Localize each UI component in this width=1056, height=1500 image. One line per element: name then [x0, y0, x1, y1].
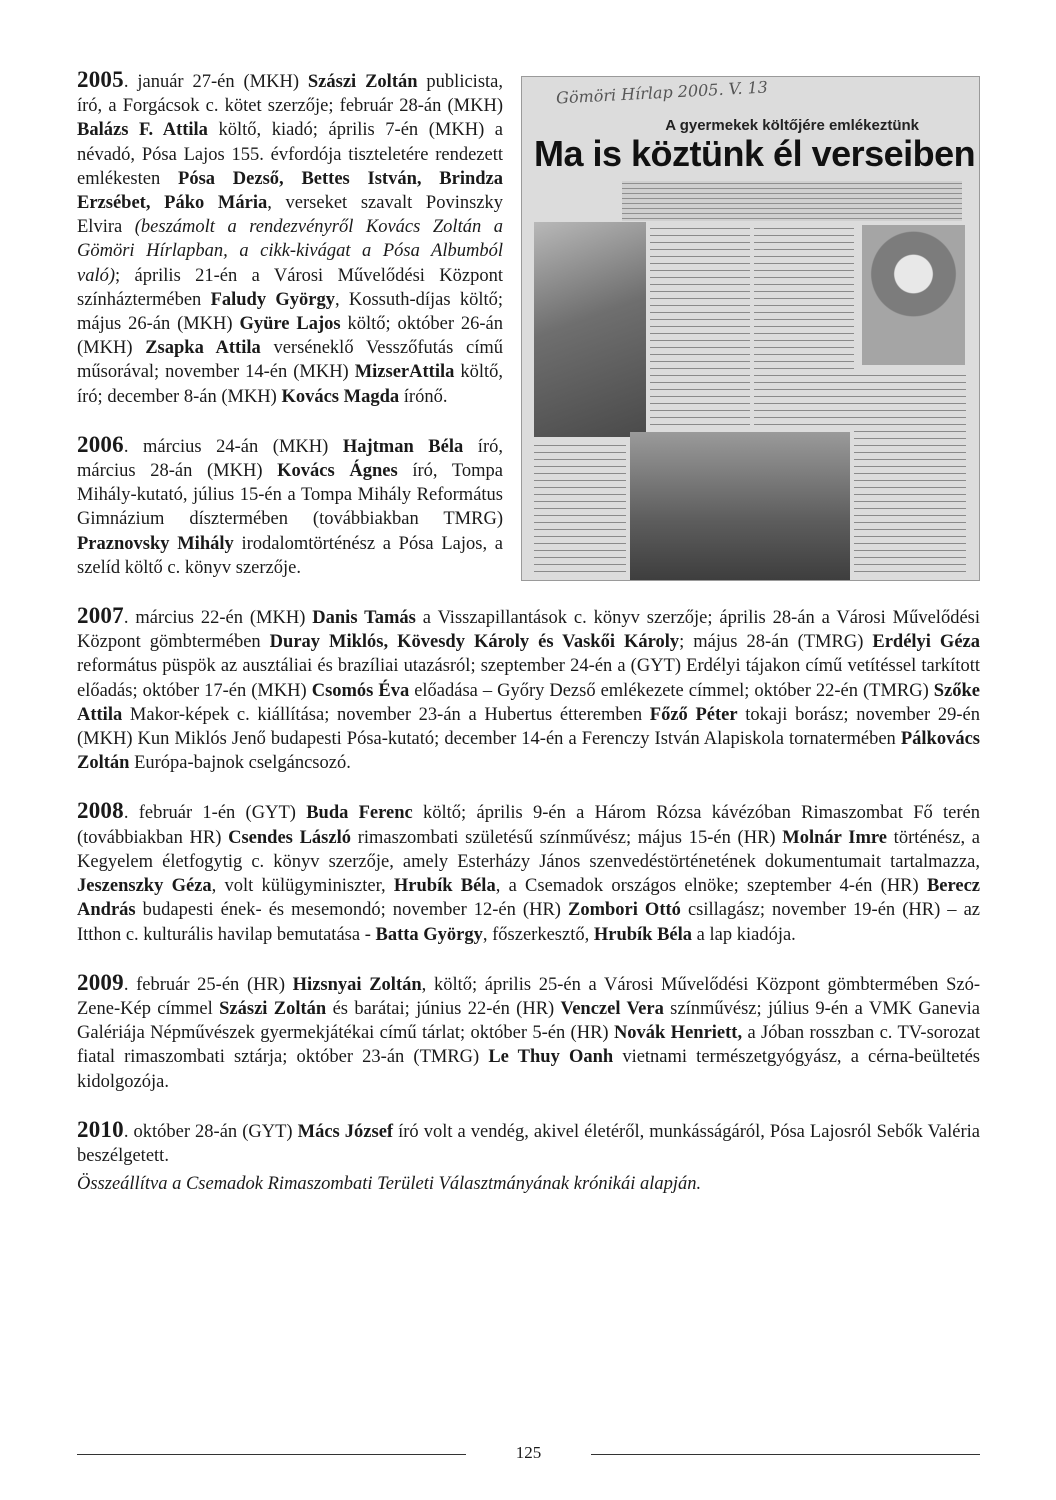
page-body	[77, 68, 980, 1220]
entry-year: 2006	[77, 431, 124, 457]
entry-text: író, március 28-án (MKH)	[77, 436, 503, 482]
clipping-photo-audience	[630, 432, 850, 580]
clipping-handwriting: Gömöri Hírlap 2005. V. 13	[555, 77, 769, 108]
entry-text: Jeszenszky Géza	[77, 876, 212, 897]
entry-2007	[77, 604, 980, 775]
entry-text: a Visszapillantások c. könyv szerzője; április 28-án a Városi Művelődési Központ gömbtermében	[77, 608, 980, 653]
entry-text: Csomós Éva	[311, 680, 410, 701]
entry-text: budapesti ének- és mesemondó; november 12-én (HR)	[135, 900, 568, 921]
entry-text: Novák Henriett,	[613, 1023, 743, 1044]
entry-text: Zsapka Attila	[145, 338, 261, 359]
page-number: 125	[515, 1443, 542, 1462]
entry-year: 2005	[77, 67, 124, 92]
clipping-column	[854, 372, 966, 577]
footer-rule-right	[591, 1454, 980, 1455]
entry-text: ; május 28-án (TMRG)	[679, 632, 873, 653]
entry-text: , volt külügyminiszter,	[211, 876, 394, 897]
entry-text: , költő; április 25-én a Városi Művelődési Központ gömbtermében Szó-Zene-Kép címmel	[77, 974, 980, 1019]
entry-text: Hrubík Béla	[593, 924, 693, 945]
entry-text: . február 25-én (HR)	[123, 974, 293, 995]
entry-text: Venczel Vera	[560, 998, 664, 1019]
entry-2008	[77, 799, 980, 946]
entry-text: író, Tompa Mihály-kutató, július 15-én a Tompa Mihály Református Gimnázium dísztermében (továbbiakban TMRG)	[77, 461, 503, 530]
clipping-kicker: A gyermekek költőjére emlékeztünk	[665, 117, 919, 134]
entry-text: költő, kiadó; április 7-én (MKH) a névadó, Pósa Lajos 155. évfordója tiszteletére rendezett emlékesten	[77, 120, 503, 189]
entry-text: rimaszombati születésű színművész; május 15-én (HR)	[351, 827, 783, 848]
entry-text: tokaji borász; november 29-én (MKH) Kun Miklós Jenő budapesti Pósa-kutató; december 14-én a Ferenczy István Alapiskola tornatermében	[77, 704, 980, 750]
clipping-column	[754, 225, 854, 425]
entry-text: Berecz András	[77, 876, 980, 921]
entry-year: 2007	[77, 603, 124, 629]
entry-text: irodalomtörténész a Pósa Lajos, a szelíd költő c. könyv szerzője.	[77, 533, 503, 578]
entry-text: Csendes László	[228, 827, 351, 848]
entry-text: Makor-képek c. kiállítása; november 23-án a Hubertus étteremben	[122, 704, 650, 725]
entry-year: 2010	[77, 1116, 124, 1142]
entry-text: vietnami természetgyógyász, a cérna-beültetés kidolgozója.	[77, 1047, 980, 1092]
entry-text: Gyüre Lajos	[239, 314, 341, 335]
clipping-column	[650, 225, 750, 425]
entry-text: , Kossuth-díjas költő; május 26-án (MKH)	[77, 289, 504, 335]
entry-2010	[77, 1118, 980, 1168]
entry-text: Duray Miklós, Kövesdy Károly és Vaskői Károly	[269, 632, 680, 653]
entry-text: Zombori Ottó	[568, 900, 681, 921]
entry-text: költő; április 9-én a Három Rózsa kávézóban Rimaszombat Fő terén (továbbiakban HR)	[77, 803, 980, 848]
entry-text: Molnár Imre	[782, 827, 887, 848]
entry-text: színművész; július 9-én a VMK Ganevia Galériája Népművészek gyermekjátékai című tárlat; október 5-én (HR)	[77, 998, 981, 1044]
entry-text: . február 1-én (GYT)	[123, 803, 307, 824]
signature-line: Összeállítva a Csemadok Rimaszombati Területi Választmányának krónikái alapján.	[77, 1174, 702, 1195]
entry-text: csillagász; november 19-én (HR) – az Itthon c. kulturális havilap bemutatása -	[77, 900, 980, 945]
entry-text: írónő.	[399, 386, 448, 407]
entry-text: , főszerkesztő,	[482, 924, 594, 945]
entry-text: Erdélyi Géza	[872, 632, 980, 653]
entry-text: Balázs F. Attila	[77, 120, 208, 141]
entry-text: Szászi Zoltán	[307, 72, 418, 92]
entry-text: , a Csemadok országos elnöke; szeptember 4-én (HR)	[495, 876, 927, 897]
entry-text: . január 27-én (MKH)	[123, 72, 308, 92]
clipping-lead-text	[622, 181, 962, 221]
entry-text: és barátai; június 22-én (HR)	[326, 998, 561, 1019]
entry-text: református püspök az ausztáliai és brazíliai utazásról; szeptember 24-én a (GYT) Erdélyi tájakon című vetítéssel tarkított előadás; október 17-én (MKH)	[77, 656, 980, 701]
entry-text: publicista, író, a Forgácsok c. kötet szerzője; február 28-án (MKH)	[77, 72, 503, 117]
newspaper-clipping-image	[521, 76, 980, 581]
clipping-photo-speaker	[534, 222, 646, 437]
entry-text: Faludy György	[210, 289, 335, 310]
entry-text: Szászi Zoltán	[219, 998, 327, 1019]
entry-text: . október 28-án (GYT)	[123, 1121, 298, 1142]
entry-text: Pálkovács Zoltán	[77, 729, 980, 774]
entry-text: előadása – Győry Dezső emlékezete címmel; október 22-én (TMRG)	[409, 680, 934, 701]
entry-text: költő, író; december 8-án (MKH)	[77, 362, 503, 407]
entry-text: MizserAttila	[354, 362, 455, 383]
entry-2009	[77, 971, 980, 1094]
entry-text: Hrubík Béla	[393, 876, 496, 897]
entry-text: a lap kiadója.	[692, 924, 796, 945]
entry-text: történész, a Kegyelem életfogytig c. könyv szerzője, amely Esterházy János szenvedéstörténetének dokumentumait tartalmazza,	[77, 827, 981, 872]
entry-text: verséneklő Vesszőfutás című műsorával; november 14-én (MKH)	[77, 338, 503, 383]
entry-text: Szőke Attila	[77, 680, 980, 725]
entry-year: 2008	[77, 798, 124, 824]
entry-text: Pósa Dezső, Bettes István, Brindza Erzsébet, Páko Mária	[77, 168, 504, 214]
entry-text: Kovács Magda	[281, 386, 400, 407]
entry-text: Hizsnyai Zoltán	[292, 974, 422, 995]
entry-text: a Jóban rosszban c. TV-sorozat fiatal rimaszombati sztárja; október 23-án (TMRG)	[77, 1023, 980, 1068]
entry-text: Le Thuy Oanh	[488, 1047, 614, 1068]
page-footer	[77, 1441, 980, 1471]
entry-text: Kovács Ágnes	[277, 461, 398, 482]
entry-text: Mács József	[297, 1121, 394, 1142]
clipping-headline: Ma is köztünk él verseiben	[534, 133, 976, 174]
entry-text: Praznovsky Mihály	[77, 533, 234, 554]
entry-text: , verseket szavalt Povinszky Elvira	[77, 193, 503, 238]
entry-text: Hajtman Béla	[342, 436, 464, 457]
entry-text: . március 22-én (MKH)	[123, 608, 313, 629]
entry-text: író volt a vendég, akivel életéről, munkásságáról, Pósa Lajosról Sebők Valéria beszélgetett.	[77, 1121, 980, 1166]
entry-text: Batta György	[375, 924, 483, 945]
entry-text: . március 24-án (MKH)	[123, 436, 343, 457]
entry-text: Buda Ferenc	[306, 803, 413, 824]
entry-text: Danis Tamás	[312, 608, 416, 629]
clipping-column	[534, 442, 626, 577]
entry-text: Európa-bajnok cselgáncsozó.	[129, 753, 351, 774]
entry-text: ; április 21-én a Városi Művelődési Központ színháztermében	[77, 265, 503, 310]
entry-text: költő; október 26-án (MKH)	[77, 314, 504, 359]
clipping-photo-woman	[862, 225, 965, 365]
entry-text: (beszámolt a rendezvényről Kovács Zoltán a Gömöri Hírlapban, a cikk-kivágat a Pósa Albumból való)	[77, 217, 503, 286]
entry-year: 2009	[77, 969, 124, 995]
entry-text: Főző Péter	[649, 704, 738, 725]
